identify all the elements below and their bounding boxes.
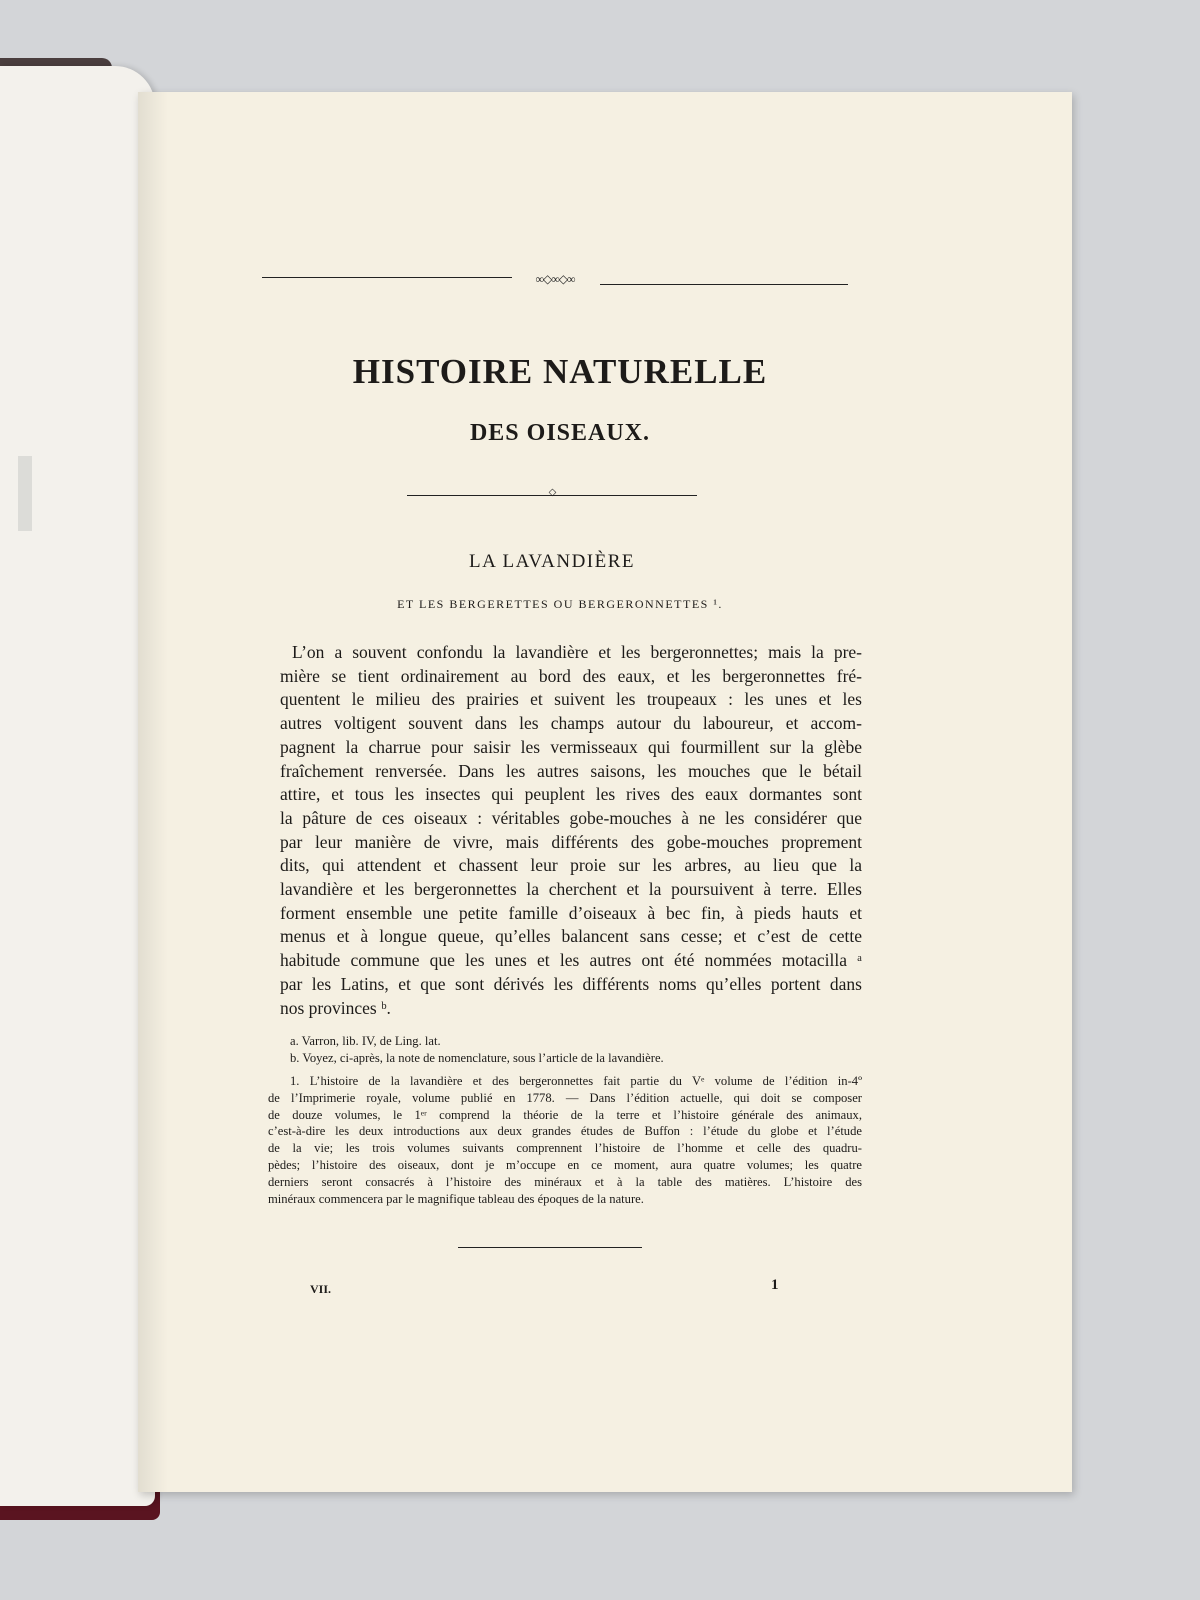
page-subtitle: DES OISEAUX.	[469, 420, 651, 446]
footnote-1-line: de la vie; les trois volumes suivants comprennent l’histoire de l’homme et celle des quadru-	[268, 1141, 862, 1156]
footnote-1-line: minéraux commencera par le magnifique tableau des époques de la nature.	[268, 1191, 644, 1206]
section-title: LA LAVANDIÈRE	[468, 551, 636, 572]
body-line: nos provinces ᵇ.	[280, 997, 391, 1018]
footnote-letter: a. Varron, lib. IV, de Ling. lat.	[290, 1034, 441, 1048]
body-line: habitude commune que les unes et les autres ont été nommées motacilla ᵃ	[280, 950, 862, 971]
body-line: L’on a souvent confondu la lavandière et les bergeronnettes; mais la pre-	[292, 642, 862, 662]
body-line: fraîchement renversée. Dans les autres saisons, les mouches que le bétail	[280, 760, 862, 781]
header-ornament: ∞◇∞◇∞	[535, 272, 575, 286]
footnote-letter: b. Voyez, ci-après, la note de nomenclature, sous l’article de la lavandière.	[290, 1051, 664, 1065]
body-line: lavandière et les bergeronnettes la cherchent et la poursuivent à terre. Elles	[280, 879, 862, 899]
footnote-1-line: pèdes; l’histoire des oiseaux, dont je m’occupe en ce moment, aura quatre volumes; les quatre	[268, 1158, 862, 1172]
body-line: par les Latins, et que sont dérivés les différents noms qu’elles portent dans	[280, 973, 862, 994]
footnote-1-line: 1. L’histoire de la lavandière et des bergeronnettes fait partie du Vᵉ volume de l’édition in-4º	[290, 1074, 862, 1088]
page-gutter-shadow	[138, 92, 168, 1492]
footer-rule	[458, 1247, 642, 1248]
body-line: par leur manière de vivre, mais différents des gobe-mouches proprement	[280, 831, 862, 852]
left-page	[0, 66, 155, 1506]
body-line: mière se tient ordinairement au bord des eaux, et les bergeronnettes fré-	[280, 665, 862, 686]
body-line: attire, et tous les insectes qui peuplent les rives des eaux dormantes sont	[280, 784, 862, 805]
section-subtitle: ET LES BERGERETTES OU BERGERONNETTES ¹.	[397, 597, 723, 611]
body-line: menus et à longue queue, qu’elles balancent sans cesse; et c’est de cette	[280, 926, 862, 947]
body-line: forment ensemble une petite famille d’oiseaux à bec fin, à pieds hauts et	[280, 902, 862, 923]
left-page-show-through	[18, 456, 32, 531]
footnote-1-line: de l’Imprimerie royale, volume publié en 1778. — Dans l’édition actuelle, qui doit se composer	[268, 1090, 862, 1105]
signature-mark: VII.	[310, 1282, 332, 1296]
divider-ornament: ◇	[548, 487, 556, 498]
body-line: la pâture de ces oiseaux : véritables gobe-mouches à ne les considérer que	[280, 807, 862, 828]
body-line: dits, qui attendent et chassent leur proie sur les arbres, au lieu que la	[280, 855, 862, 876]
body-line: autres voltigent souvent dans les champs autour du laboureur, et accom-	[280, 713, 862, 734]
page-number: 1	[771, 1277, 779, 1293]
footnote-1-line: de douze volumes, le 1ᵉʳ comprend la théorie de la terre et l’histoire générale des animaux,	[268, 1107, 862, 1122]
body-line: pagnent la charrue pour saisir les vermisseaux qui fourmillent sur la glèbe	[280, 736, 862, 757]
page-title: HISTOIRE NATURELLE	[352, 352, 768, 391]
header-rule-right	[600, 284, 848, 285]
footnote-1-line: derniers seront consacrés à l’histoire des minéraux et à la table des matières. L’histoire des	[268, 1174, 862, 1189]
body-line: quentent le milieu des prairies et suivent les troupeaux : les unes et les	[280, 689, 862, 710]
footnote-1-line: c’est-à-dire les deux introductions aux deux grandes études de Buffon : l’étude du globe et l’étude	[268, 1124, 862, 1139]
header-rule-left	[262, 277, 512, 278]
